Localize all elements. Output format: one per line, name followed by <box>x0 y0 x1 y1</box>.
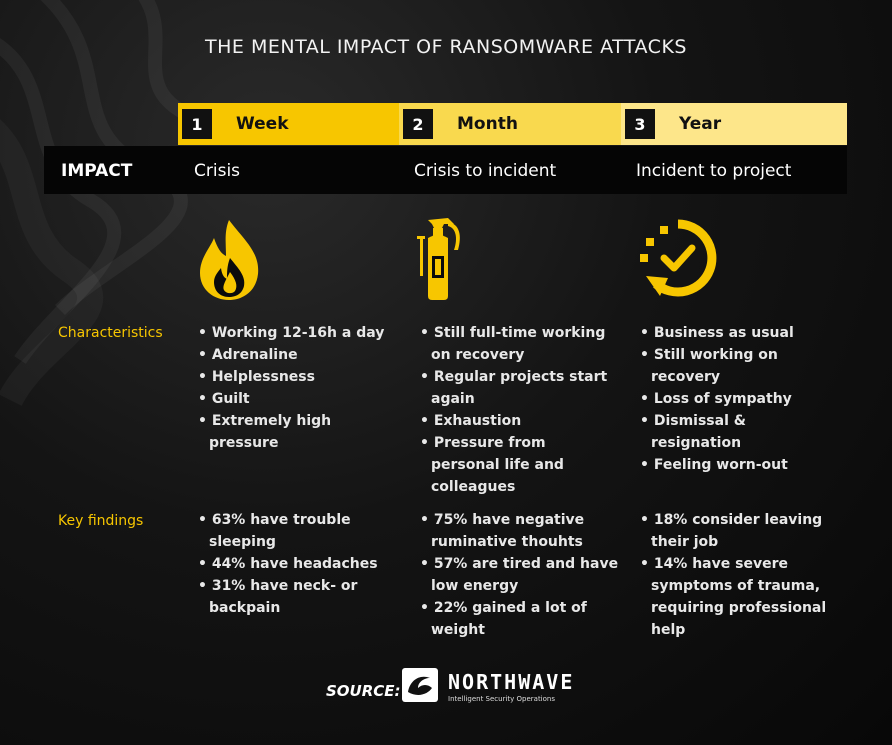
stage-month <box>399 103 621 145</box>
source-label: SOURCE: <box>326 682 401 700</box>
list-item: • 75% have negative ruminative thouhts <box>420 509 620 553</box>
findings-month <box>420 509 620 641</box>
stage-year <box>621 103 847 145</box>
characteristics-year <box>640 322 840 476</box>
list-item: • Feeling worn-out <box>640 454 840 476</box>
timeline-stages <box>178 103 847 145</box>
list-item: • 63% have trouble sleeping <box>198 509 408 553</box>
list-item: • Still working on recovery <box>640 344 840 388</box>
list-item: • Adrenaline <box>198 344 398 366</box>
impact-year: Incident to project <box>636 161 792 181</box>
list-item: • Pressure from personal life and colleagues <box>420 432 610 498</box>
characteristics-week <box>198 322 398 454</box>
stage-week <box>178 103 399 145</box>
stage-number: 3 <box>625 109 655 139</box>
findings-week <box>198 509 408 619</box>
fire-extinguisher-icon <box>414 216 464 302</box>
list-item: • Business as usual <box>640 322 840 344</box>
list-item: • Still full-time working on recovery <box>420 322 610 366</box>
impact-label: IMPACT <box>61 161 133 181</box>
northwave-brand <box>448 670 574 703</box>
fire-icon <box>196 218 262 302</box>
list-item: • Working 12-16h a day <box>198 322 398 344</box>
stage-label: Week <box>236 114 289 134</box>
key-findings-label: Key findings <box>58 513 144 529</box>
impact-row <box>44 146 847 194</box>
stage-label: Month <box>457 114 518 134</box>
list-item: • Helplessness <box>198 366 398 388</box>
page-title: THE MENTAL IMPACT OF RANSOMWARE ATTACKS <box>205 36 687 58</box>
stage-number: 2 <box>403 109 433 139</box>
stage-number: 1 <box>182 109 212 139</box>
brand-name: NORTHWAVE <box>448 670 575 694</box>
northwave-logo-icon <box>402 668 438 702</box>
characteristics-label: Characteristics <box>58 325 163 341</box>
brand-tagline: Intelligent Security Operations <box>448 695 555 703</box>
findings-year <box>640 509 845 641</box>
clock-check-icon <box>638 218 718 300</box>
list-item: • 22% gained a lot of weight <box>420 597 620 641</box>
list-item: • Regular projects start again <box>420 366 610 410</box>
stage-label: Year <box>679 114 722 134</box>
list-item: • 44% have headaches <box>198 553 408 575</box>
list-item: • 18% consider leaving their job <box>640 509 845 553</box>
list-item: • Loss of sympathy <box>640 388 840 410</box>
list-item: • Dismissal & resignation <box>640 410 840 454</box>
list-item: • 14% have severe symptoms of trauma, requiring professional help <box>640 553 845 641</box>
characteristics-month <box>420 322 610 498</box>
list-item: • Guilt <box>198 388 398 410</box>
list-item: • 31% have neck- or backpain <box>198 575 408 619</box>
list-item: • Exhaustion <box>420 410 610 432</box>
list-item: • Extremely high pressure <box>198 410 398 454</box>
impact-month: Crisis to incident <box>414 161 557 181</box>
impact-week: Crisis <box>194 161 241 181</box>
list-item: • 57% are tired and have low energy <box>420 553 620 597</box>
